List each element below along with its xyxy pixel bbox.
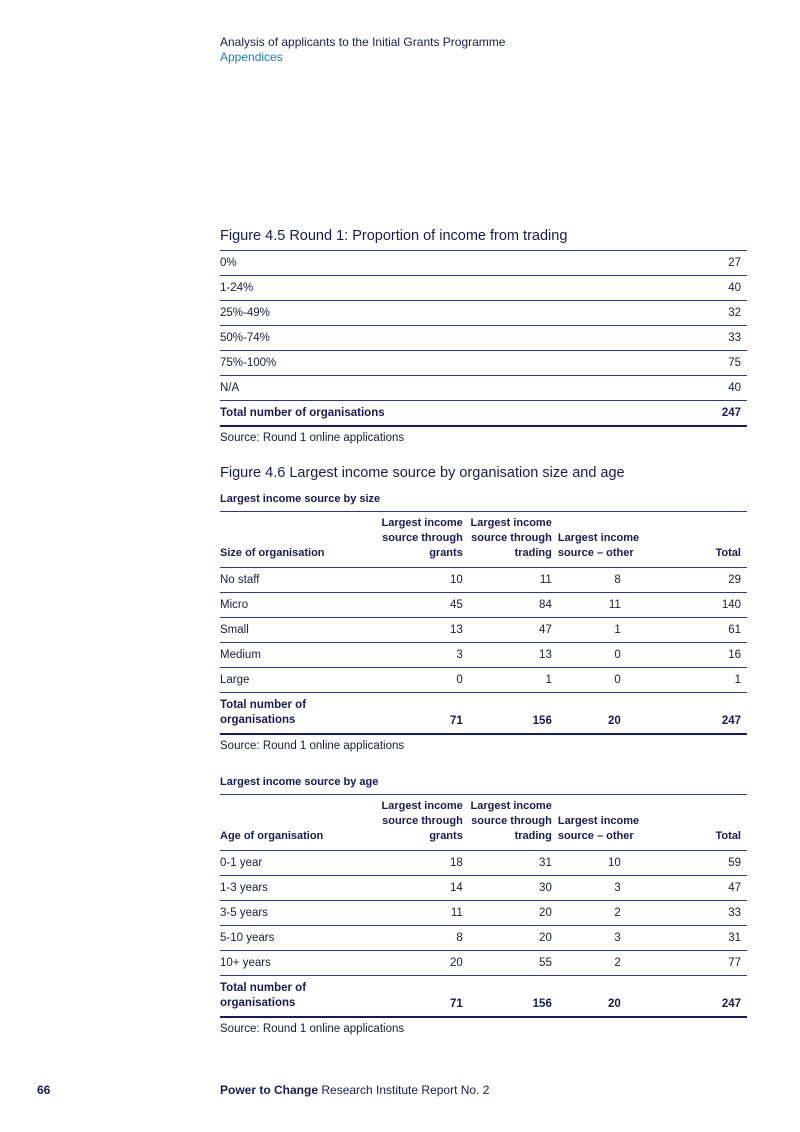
cell-value: 33 xyxy=(647,901,747,926)
row-label: Medium xyxy=(220,643,367,668)
row-label: 25%-49% xyxy=(220,301,677,326)
header-line: Largest income xyxy=(470,800,552,812)
cell-value: 11 xyxy=(367,901,463,926)
cell-value: 11 xyxy=(552,593,647,618)
cell-value: 13 xyxy=(367,618,463,643)
cell-value: 1 xyxy=(463,668,552,693)
cell-value: 140 xyxy=(647,593,747,618)
total-label-line1: Total number of xyxy=(220,982,307,994)
row-label: 1-24% xyxy=(220,276,677,301)
row-label: N/A xyxy=(220,376,677,401)
total-label xyxy=(220,976,367,1018)
header-line: source through xyxy=(471,532,552,544)
cell-value: 30 xyxy=(463,876,552,901)
row-label: No staff xyxy=(220,568,367,593)
row-label: Large xyxy=(220,668,367,693)
row-value: 40 xyxy=(677,376,747,401)
header-line: grants xyxy=(429,830,463,842)
cell-value: 20 xyxy=(463,901,552,926)
column-header xyxy=(647,795,747,851)
header-line: Largest income xyxy=(381,800,463,812)
cell-value: 2 xyxy=(552,901,647,926)
table-row xyxy=(220,901,747,926)
row-label: 75%-100% xyxy=(220,351,677,376)
header-line: Largest income xyxy=(470,517,552,529)
report-name: Research Institute Report No. 2 xyxy=(318,1083,490,1097)
table-row xyxy=(220,618,747,643)
section-label: Appendices xyxy=(220,50,283,64)
table-row xyxy=(220,876,747,901)
row-label: 0% xyxy=(220,251,677,276)
document-title: Analysis of applicants to the Initial Grants Programme xyxy=(220,35,506,49)
figure-4-5-title: Figure 4.5 Round 1: Proportion of income from trading xyxy=(220,228,568,244)
income-by-age-table xyxy=(220,794,747,1018)
row-label: 1-3 years xyxy=(220,876,367,901)
total-value: 156 xyxy=(463,976,552,1018)
table-row xyxy=(220,376,747,401)
header-line: source – other xyxy=(557,830,634,842)
page-content xyxy=(220,226,747,1040)
income-by-size-table xyxy=(220,511,747,735)
header-line: Largest income xyxy=(557,532,640,544)
cell-value: 10 xyxy=(552,851,647,876)
total-value: 20 xyxy=(552,976,647,1018)
running-header xyxy=(220,35,505,65)
total-label: Total number of organisations xyxy=(220,401,677,427)
header-row xyxy=(220,512,747,568)
cell-value: 0 xyxy=(552,643,647,668)
cell-value: 84 xyxy=(463,593,552,618)
row-label: Small xyxy=(220,618,367,643)
header-line: Total xyxy=(715,830,741,842)
total-row xyxy=(220,976,747,1018)
by-age-subtitle: Largest income source by age xyxy=(220,776,379,788)
header-line: Size of organisation xyxy=(220,547,325,559)
cell-value: 3 xyxy=(552,876,647,901)
header-line: source through xyxy=(382,815,463,827)
total-row xyxy=(220,693,747,735)
total-value: 247 xyxy=(677,401,747,427)
cell-value: 20 xyxy=(463,926,552,951)
row-label: 3-5 years xyxy=(220,901,367,926)
cell-value: 55 xyxy=(463,951,552,976)
cell-value: 14 xyxy=(367,876,463,901)
column-header xyxy=(552,512,647,568)
header-line: Total xyxy=(715,547,741,559)
row-label: 5-10 years xyxy=(220,926,367,951)
column-header xyxy=(367,795,463,851)
figure-4-6 xyxy=(220,463,747,1040)
column-header xyxy=(220,795,367,851)
cell-value: 11 xyxy=(463,568,552,593)
figure-4-5-source: Source: Round 1 online applications xyxy=(220,432,405,444)
cell-value: 2 xyxy=(552,951,647,976)
total-value: 156 xyxy=(463,693,552,735)
header-line: trading xyxy=(514,547,552,559)
cell-value: 1 xyxy=(647,668,747,693)
cell-value: 31 xyxy=(647,926,747,951)
cell-value: 13 xyxy=(463,643,552,668)
table-row xyxy=(220,851,747,876)
cell-value: 20 xyxy=(367,951,463,976)
row-value: 75 xyxy=(677,351,747,376)
cell-value: 18 xyxy=(367,851,463,876)
row-value: 40 xyxy=(677,276,747,301)
total-label-line2: organisations xyxy=(220,997,296,1009)
header-line: Largest income xyxy=(381,517,463,529)
report-credit xyxy=(220,1083,489,1097)
cell-value: 16 xyxy=(647,643,747,668)
column-header xyxy=(220,512,367,568)
column-header xyxy=(463,512,552,568)
cell-value: 3 xyxy=(552,926,647,951)
header-line: trading xyxy=(514,830,552,842)
brand-name: Power to Change xyxy=(220,1083,319,1097)
cell-value: 45 xyxy=(367,593,463,618)
figure-4-6-title: Figure 4.6 Largest income source by organisation size and age xyxy=(220,465,625,481)
table-row xyxy=(220,951,747,976)
row-value: 33 xyxy=(677,326,747,351)
total-value: 247 xyxy=(647,693,747,735)
table-row xyxy=(220,326,747,351)
cell-value: 8 xyxy=(552,568,647,593)
by-size-source: Source: Round 1 online applications xyxy=(220,740,405,752)
cell-value: 77 xyxy=(647,951,747,976)
cell-value: 47 xyxy=(647,876,747,901)
column-header xyxy=(367,512,463,568)
header-row xyxy=(220,795,747,851)
page-number: 66 xyxy=(37,1083,51,1097)
cell-value: 1 xyxy=(552,618,647,643)
table-row xyxy=(220,926,747,951)
row-value: 27 xyxy=(677,251,747,276)
column-header xyxy=(647,512,747,568)
table-row xyxy=(220,276,747,301)
figure-4-5 xyxy=(220,226,747,449)
total-label xyxy=(220,693,367,735)
total-value: 71 xyxy=(367,693,463,735)
total-value: 247 xyxy=(647,976,747,1018)
table-row xyxy=(220,351,747,376)
cell-value: 31 xyxy=(463,851,552,876)
table-row xyxy=(220,301,747,326)
table-row xyxy=(220,251,747,276)
table-row xyxy=(220,643,747,668)
total-value: 71 xyxy=(367,976,463,1018)
column-header xyxy=(552,795,647,851)
table-row xyxy=(220,668,747,693)
header-line: source through xyxy=(471,815,552,827)
header-line: source through xyxy=(382,532,463,544)
cell-value: 8 xyxy=(367,926,463,951)
by-age-source: Source: Round 1 online applications xyxy=(220,1023,405,1035)
cell-value: 10 xyxy=(367,568,463,593)
row-label: 50%-74% xyxy=(220,326,677,351)
header-line: grants xyxy=(429,547,463,559)
cell-value: 59 xyxy=(647,851,747,876)
by-size-subtitle: Largest income source by size xyxy=(220,493,381,505)
row-label: Micro xyxy=(220,593,367,618)
total-label-line2: organisations xyxy=(220,714,296,726)
cell-value: 0 xyxy=(552,668,647,693)
header-line: source – other xyxy=(557,547,634,559)
row-label: 0-1 year xyxy=(220,851,367,876)
cell-value: 47 xyxy=(463,618,552,643)
trading-income-table xyxy=(220,250,747,427)
header-line: Largest income xyxy=(557,815,640,827)
header-line: Age of organisation xyxy=(220,830,324,842)
table-row xyxy=(220,593,747,618)
cell-value: 3 xyxy=(367,643,463,668)
cell-value: 29 xyxy=(647,568,747,593)
total-value: 20 xyxy=(552,693,647,735)
row-label: 10+ years xyxy=(220,951,367,976)
cell-value: 61 xyxy=(647,618,747,643)
row-value: 32 xyxy=(677,301,747,326)
total-label-line1: Total number of xyxy=(220,699,307,711)
total-row xyxy=(220,401,747,427)
cell-value: 0 xyxy=(367,668,463,693)
table-row xyxy=(220,568,747,593)
column-header xyxy=(463,795,552,851)
